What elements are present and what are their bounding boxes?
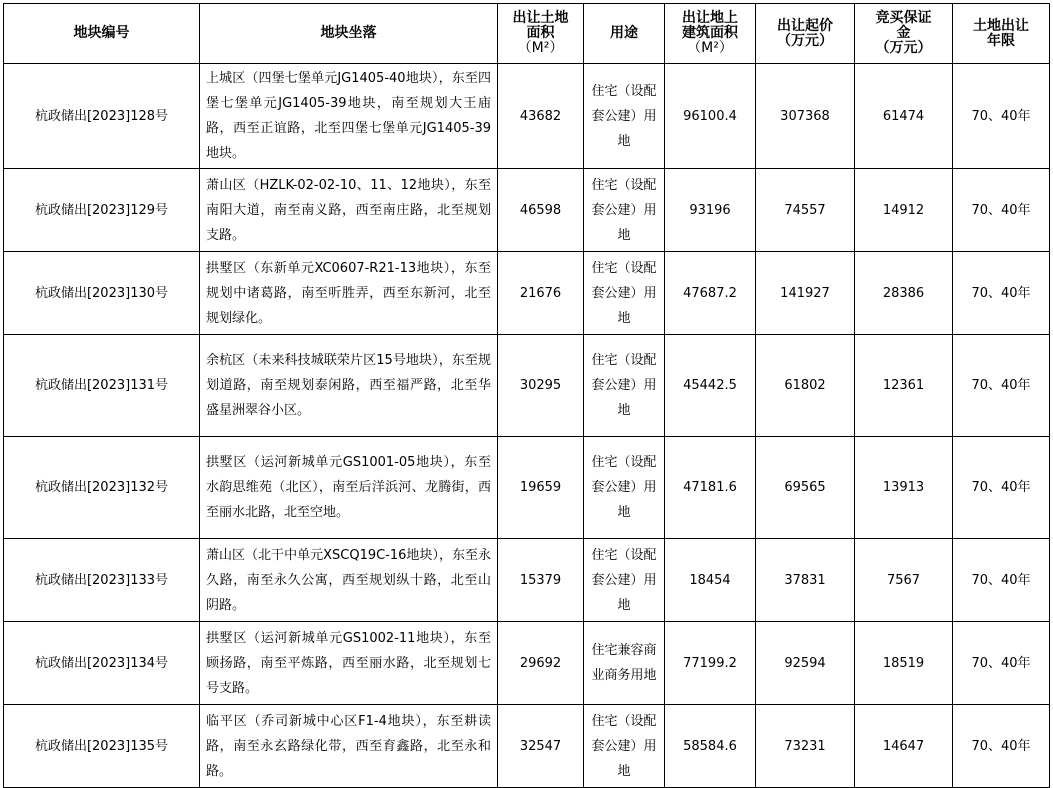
cell-id: 杭政储出[2023]133号 [4,539,200,622]
header-location: 地块坐落 [200,4,498,64]
table-row [4,622,1050,705]
cell-term: 70、40年 [953,622,1050,705]
cell-build-area: 93196 [665,169,756,252]
cell-use: 住宅（设配套公建）用地 [584,705,665,788]
cell-deposit: 14912 [855,169,953,252]
cell-term: 70、40年 [953,705,1050,788]
cell-use: 住宅兼容商业商务用地 [584,622,665,705]
header-build-area: 出让地上 建筑面积 （M²） [665,4,756,64]
cell-id: 杭政储出[2023]132号 [4,437,200,539]
cell-price: 74557 [756,169,855,252]
cell-deposit: 7567 [855,539,953,622]
cell-id: 杭政储出[2023]128号 [4,64,200,169]
cell-use: 住宅（设配套公建）用地 [584,252,665,335]
table-row [4,252,1050,335]
header-use: 用途 [584,4,665,64]
cell-price: 92594 [756,622,855,705]
cell-deposit: 12361 [855,335,953,437]
cell-price: 37831 [756,539,855,622]
cell-use: 住宅（设配套公建）用地 [584,169,665,252]
cell-use: 住宅（设配套公建）用地 [584,539,665,622]
cell-location: 余杭区（未来科技城联荣片区15号地块），东至规划道路，南至规划泰闲路，西至福严路，北至华盛星洲翠谷小区。 [200,335,498,437]
cell-term: 70、40年 [953,252,1050,335]
cell-build-area: 58584.6 [665,705,756,788]
cell-use: 住宅（设配套公建）用地 [584,64,665,169]
cell-build-area: 96100.4 [665,64,756,169]
cell-deposit: 61474 [855,64,953,169]
cell-id: 杭政储出[2023]131号 [4,335,200,437]
cell-term: 70、40年 [953,539,1050,622]
cell-price: 61802 [756,335,855,437]
cell-price: 69565 [756,437,855,539]
cell-location: 萧山区（HZLK-02-02-10、11、12地块），东至南阳大道，南至南义路，西至南庄路，北至规划支路。 [200,169,498,252]
cell-id: 杭政储出[2023]129号 [4,169,200,252]
cell-price: 141927 [756,252,855,335]
cell-id: 杭政储出[2023]134号 [4,622,200,705]
cell-term: 70、40年 [953,335,1050,437]
table-row [4,539,1050,622]
land-auction-table [3,3,1050,788]
cell-location: 拱墅区（运河新城单元GS1001-05地块），东至水韵思维苑（北区），南至后洋浜河、龙腾街，西至丽水北路，北至空地。 [200,437,498,539]
table-row [4,64,1050,169]
cell-build-area: 18454 [665,539,756,622]
cell-deposit: 13913 [855,437,953,539]
cell-area: 30295 [498,335,584,437]
cell-location: 上城区（四堡七堡单元JG1405-40地块），东至四堡七堡单元JG1405-39地块，南至规划大王庙路，西至正谊路，北至四堡七堡单元JG1405-39地块。 [200,64,498,169]
cell-location: 拱墅区（东新单元XC0607-R21-13地块），东至规划中诸葛路，南至听胜弄，西至东新河，北至规划绿化。 [200,252,498,335]
cell-location: 临平区（乔司新城中心区F1-4地块），东至耕读路，南至永玄路绿化带，西至育鑫路，北至永和路。 [200,705,498,788]
cell-term: 70、40年 [953,437,1050,539]
cell-build-area: 47181.6 [665,437,756,539]
header-id: 地块编号 [4,4,200,64]
cell-price: 73231 [756,705,855,788]
cell-location: 萧山区（北干中单元XSCQ19C-16地块），东至永久路，南至永久公寓，西至规划纵十路，北至山阴路。 [200,539,498,622]
cell-deposit: 18519 [855,622,953,705]
cell-term: 70、40年 [953,64,1050,169]
cell-build-area: 45442.5 [665,335,756,437]
cell-build-area: 77199.2 [665,622,756,705]
header-row [4,4,1050,64]
header-term: 土地出让 年限 [953,4,1050,64]
cell-area: 46598 [498,169,584,252]
cell-deposit: 14647 [855,705,953,788]
cell-price: 307368 [756,64,855,169]
cell-id: 杭政储出[2023]130号 [4,252,200,335]
table-row [4,437,1050,539]
cell-use: 住宅（设配套公建）用地 [584,437,665,539]
cell-area: 19659 [498,437,584,539]
cell-area: 32547 [498,705,584,788]
cell-build-area: 47687.2 [665,252,756,335]
header-area: 出让土地 面积 （M²） [498,4,584,64]
cell-area: 15379 [498,539,584,622]
cell-deposit: 28386 [855,252,953,335]
header-price: 出让起价 （万元） [756,4,855,64]
cell-location: 拱墅区（运河新城单元GS1002-11地块），东至顾扬路，南至平炼路，西至丽水路，北至规划七号支路。 [200,622,498,705]
table-row [4,169,1050,252]
table-row [4,705,1050,788]
table-row [4,335,1050,437]
cell-use: 住宅（设配套公建）用地 [584,335,665,437]
cell-area: 29692 [498,622,584,705]
cell-area: 43682 [498,64,584,169]
cell-area: 21676 [498,252,584,335]
cell-id: 杭政储出[2023]135号 [4,705,200,788]
header-deposit: 竞买保证 金 （万元） [855,4,953,64]
cell-term: 70、40年 [953,169,1050,252]
